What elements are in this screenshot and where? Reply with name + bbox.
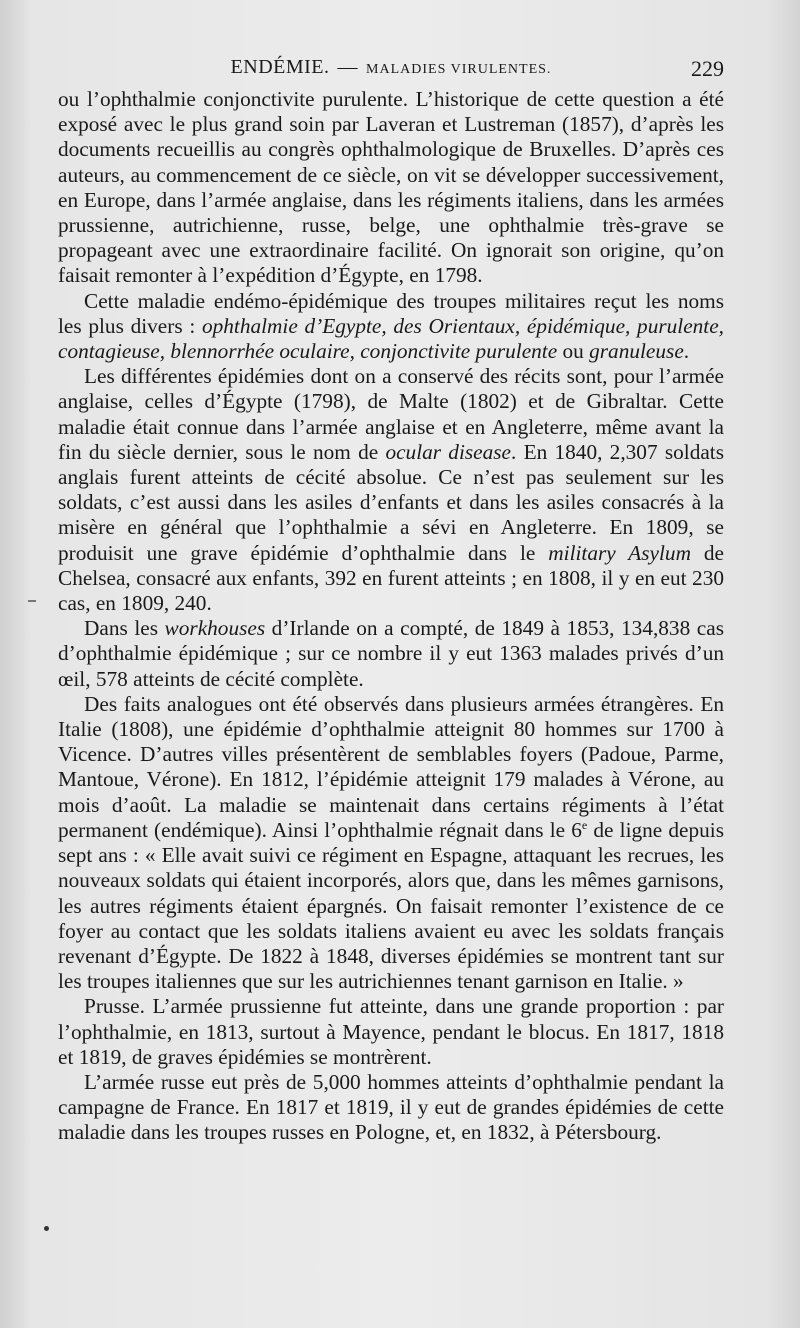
paragraph-text: . En 1840, 2,307 soldats anglais furent atteints de cécité absolue. Ce n’est pas seulement sur les soldats, c’est aussi dans les asiles d’enfants et dans les asiles consacrés à la misère en général que l’ophthalmie a sévi en Angleterre. En 1809, se produisit une grave épidémie d’ophthalmie dans le xyxy=(58,439,725,565)
paragraph xyxy=(58,692,724,994)
paragraph-text: Cette maladie endémo-épidémique des troupes militaires reçut les noms les plus divers : xyxy=(58,288,724,338)
paragraph xyxy=(58,994,724,1070)
superscript-text: e xyxy=(581,817,588,832)
italic-text: ophthalmie d’Egypte, des Orientaux, épidémique, purulente, contagieuse, blennorrhée oculaire, conjonctivite purulente xyxy=(58,313,725,364)
paragraph-text: Des faits analogues ont été observés dans plusieurs armées étrangères. En Italie (1808), une épidémie d’ophthalmie atteignit 80 hommes sur 1700 à Vicence. D’autres villes présentèrent de semblables foyers (Padoue, Parme, Mantoue, Vérone). En 1812, l’épidémie atteignit 179 malades à Vérone, au mois d’août. La maladie se maintenait dans certains régiments à l’état permanent (endémique). Ainsi l’ophthalmie régnait dans le 6 xyxy=(58,691,724,842)
paragraph xyxy=(58,87,724,289)
body-text xyxy=(58,87,724,1146)
paragraph-text: d’Irlande on a compté, de 1849 à 1853, 134,838 cas d’ophthalmie épidémique ; sur ce nombre il y eut 1363 malades privés d’un œil, 578 atteints de cécité complète. xyxy=(58,616,724,691)
paragraph xyxy=(58,289,724,365)
italic-text: military Asylum xyxy=(548,540,691,565)
italic-text: workhouses xyxy=(164,616,266,641)
paragraph xyxy=(58,364,724,616)
page-number: 229 xyxy=(691,56,724,81)
paragraph-text: Prusse. L’armée prussienne fut atteinte, dans une grande proportion : par l’ophthalmie, en 1813, surtout à Mayence, pendant le blocus. En 1817, 1818 et 1819, de graves épidémies se montrèrent. xyxy=(58,994,724,1069)
running-head-title: ENDÉMIE. xyxy=(230,56,330,78)
margin-dot xyxy=(44,1226,49,1231)
paragraph-text: L’armée russe eut près de 5,000 hommes atteints d’ophthalmie pendant la campagne de France. En 1817 et 1819, il y eut de grandes épidémies de cette maladie dans les troupes russes en Pologne, et, en 1832, à Pétersbourg. xyxy=(58,1069,724,1145)
italic-text: granuleuse xyxy=(589,339,684,364)
paragraph-text: . xyxy=(683,339,690,364)
paragraph-text: ou l’ophthalmie conjonctivite purulente. L’historique de cette question a été exposé avec le plus grand soin par Laveran et Lustreman (1857), d’après les documents recueillis au congrès ophthalmologique de Bruxelles. D’après ces auteurs, au commencement de ce siècle, on vit se développer successivement, en Europe, dans l’armée anglaise, dans les régiments italiens, dans les armées prussienne, autrichienne, russe, belge, une ophthalmie très-grave se propageant avec une extraordinaire facilité. On ignorait son origine, qu’on faisait remonter à l’expédition d’Égypte, en 1798. xyxy=(58,87,724,288)
italic-text: ocular disease xyxy=(385,439,512,464)
paragraph-text: ou xyxy=(557,339,590,364)
running-head xyxy=(58,56,724,79)
paragraph-text: de ligne depuis sept ans : « Elle avait suivi ce régiment en Espagne, attaquant les recrues, les nouveaux soldats qui étaient incorporés, alors que, dans les mêmes garnisons, les autres régiments étaient épargnés. On faisait remonter l’existence de ce foyer au contact que les soldats italiens avaient eu avec les soldats français revenant d’Égypte. De 1822 à 1848, diverses épidémies se montrent tant sur les troupes italiennes que sur les autrichiennes tenant garnison en Italie. » xyxy=(58,817,724,994)
paragraph xyxy=(58,616,724,692)
paragraph xyxy=(58,1070,724,1146)
paragraph-text: de Chelsea, consacré aux enfants, 392 en furent atteints ; en 1808, il y en eut 230 cas, en 1809, 240. xyxy=(58,540,724,616)
running-head-subtitle: MALADIES VIRULENTES. xyxy=(366,62,552,77)
paragraph-text: Les différentes épidémies dont on a conservé des récits sont, pour l’armée anglaise, celles d’Égypte (1798), de Malte (1802) et de Gibraltar. Cette maladie était connue dans l’armée anglaise et en Angleterre, même avant la fin du siècle dernier, sous le nom de xyxy=(58,364,724,464)
running-head-separator: — xyxy=(337,56,359,78)
margin-mark xyxy=(28,600,36,602)
paragraph-text: Dans les xyxy=(84,616,165,641)
page-header xyxy=(58,56,724,84)
